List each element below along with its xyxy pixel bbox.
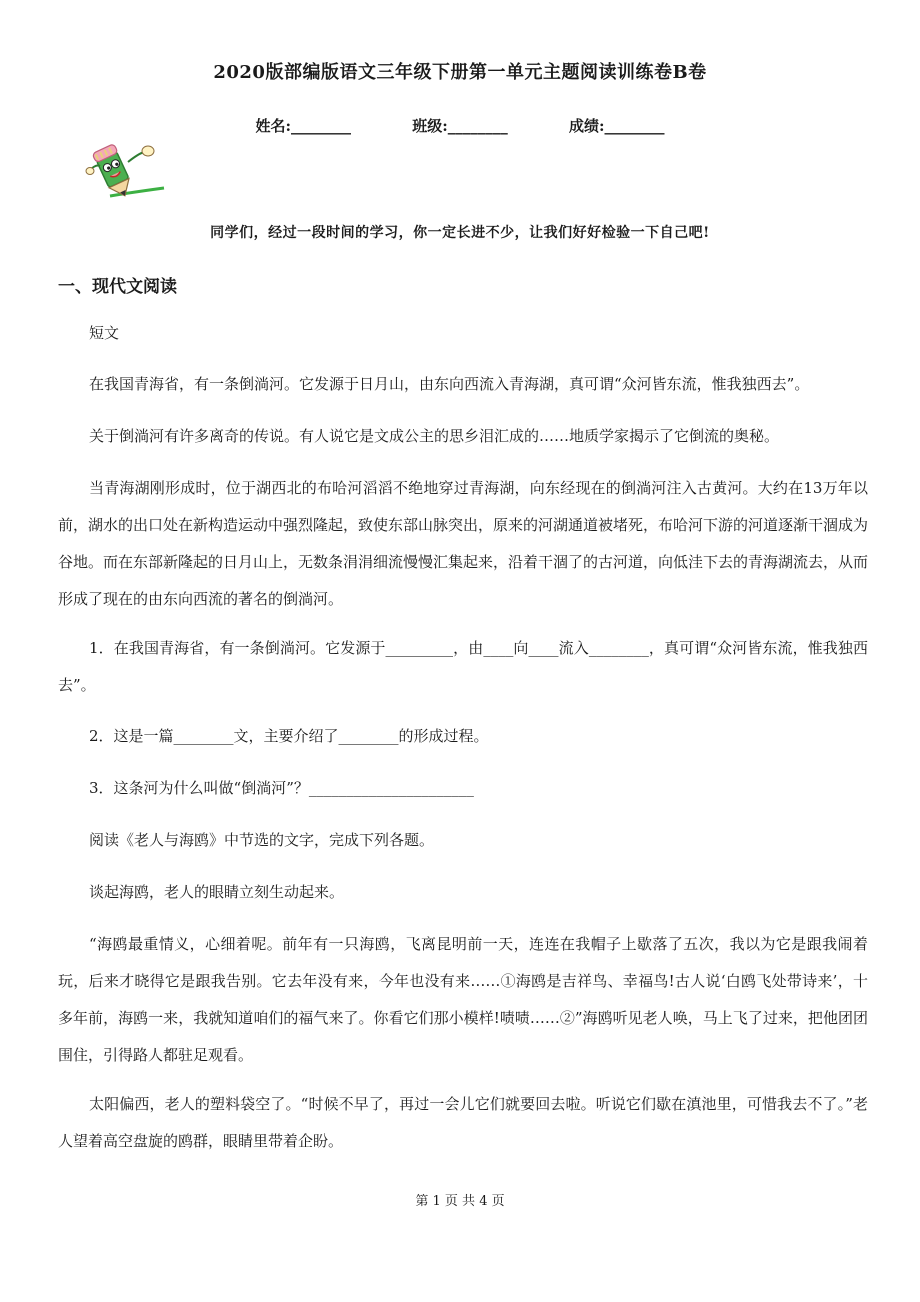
class-field-label: 班级:________ [412,117,508,135]
page-number-footer: 第 1 页 共 4 页 [415,1194,505,1209]
pencil-mascot-icon [84,140,166,202]
passage-label: 短文 [89,324,120,342]
passage-paragraph-6: 太阳偏西，老人的塑料袋空了。“时候不早了，再过一会儿它们就要回去啦。听说它们歇在滇池里，可惜我去不了。”老人望着高空盘旋的鸥群，眼睛里带着企盼。 [58,1095,868,1150]
passage-paragraph-1: 在我国青海省，有一条倒淌河。它发源于日月山，由东向西流入青海湖，真可谓“众河皆东流，惟我独西去”。 [89,375,810,393]
question-3: 3．这条河为什么叫做“倒淌河”？______________________ [89,779,474,797]
passage-paragraph-5: “海鸥最重情义，心细着呢。前年有一只海鸥，飞离昆明前一天，连连在我帽子上歇落了五次，我以为它是跟我闹着玩，后来才晓得它是跟我告别。它去年没有来，今年也没有来……①海鸥是吉祥鸟、幸福鸟!古人说‘白鸥飞处带诗来’，十多年前，海鸥一来，我就知道咱们的福气来了。你看它们那小模样!啧啧……②”海鸥听见老人唤，马上飞了过来，把他团团围住，引得路人都驻足观看。 [58,935,868,1064]
section-heading: 一、现代文阅读 [58,277,177,297]
passage-paragraph-3: 当青海湖刚形成时，位于湖西北的布哈河滔滔不绝地穿过青海湖，向东经现在的倒淌河注入古黄河。大约在13万年以前，湖水的出口处在新构造运动中强烈隆起，致使东部山脉突出，原来的河湖通道被堵死，布哈河下游的河道逐渐干涸成为谷地。而在东部新隆起的日月山上，无数条涓涓细流慢慢汇集起来，沿着干涸了的古河道，向低洼下去的青海湖流去，从而形成了现在的由东向西流的著名的倒淌河。 [58,479,869,608]
passage-paragraph-2: 关于倒淌河有许多离奇的传说。有人说它是文成公主的思乡泪汇成的……地质学家揭示了它倒流的奥秘。 [89,427,780,445]
score-field-label: 成绩:________ [569,117,665,135]
question-2: 2．这是一篇________文，主要介绍了________的形成过程。 [89,727,489,745]
passage-paragraph-4: 谈起海鸥，老人的眼睛立刻生动起来。 [89,883,345,901]
page-title: 2020版部编版语文三年级下册第一单元主题阅读训练卷B卷 [213,62,707,83]
encouragement-text: 同学们，经过一段时间的学习，你一定长进不少，让我们好好检验一下自己吧! [210,225,710,241]
name-field-label: 姓名:________ [255,117,351,135]
question-1: 1．在我国青海省，有一条倒淌河。它发源于_________，由____向____流入________，真可谓“众河皆东流，惟我独西去”。 [58,639,868,694]
student-info-row [0,115,920,136]
reading-instruction: 阅读《老人与海鸥》中节选的文字，完成下列各题。 [89,831,435,849]
